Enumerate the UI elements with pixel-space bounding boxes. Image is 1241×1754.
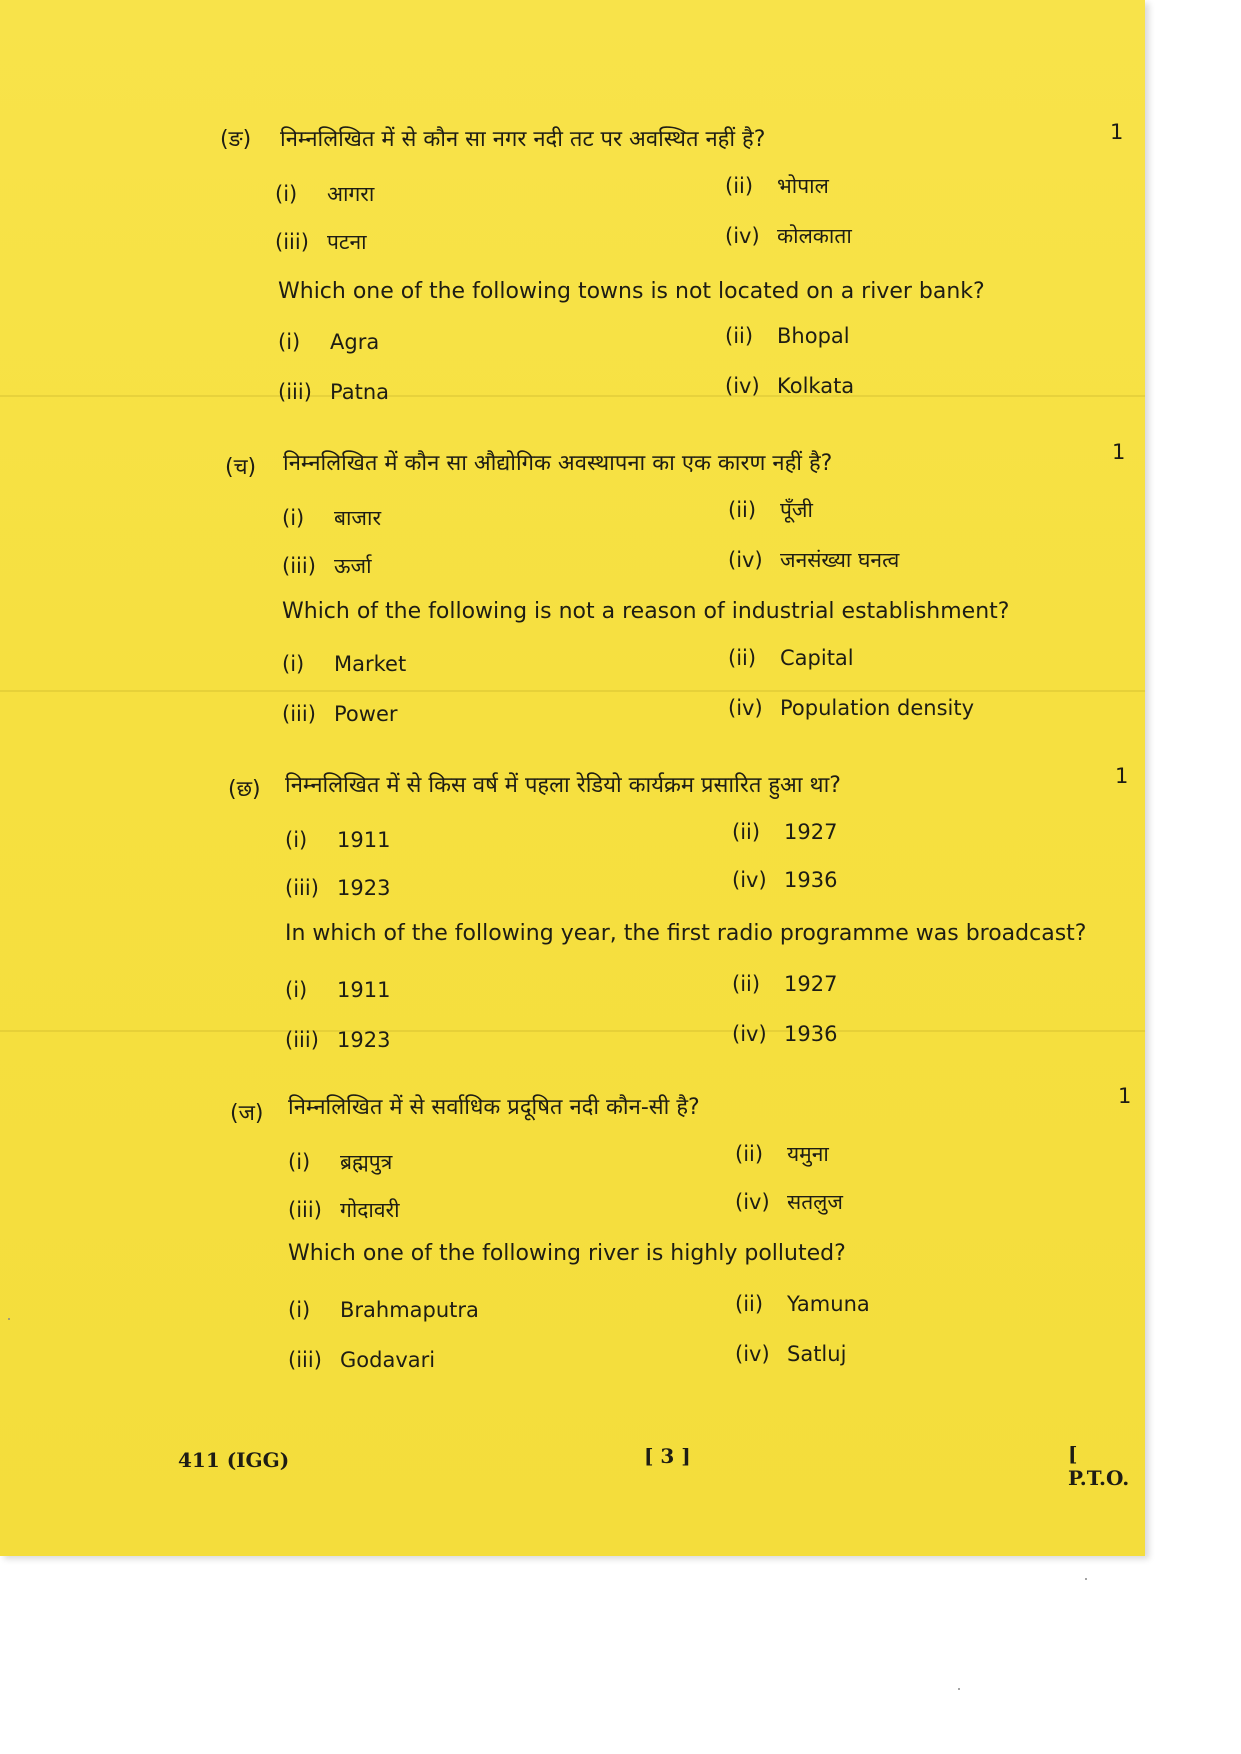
option-iii: (iii) 1923 — [285, 876, 391, 900]
scan-speck — [1085, 1578, 1087, 1580]
english-question-text: Which one of the following towns is not located on a river bank? — [278, 279, 985, 304]
option-iii-en: (iii) Godavari — [288, 1348, 436, 1372]
option-i: (i) आगरा — [275, 182, 375, 206]
option-i-en: (i) Market — [282, 652, 407, 676]
option-iii: (iii) ऊर्जा — [282, 554, 372, 578]
marks: 1 — [1118, 1084, 1132, 1108]
marks: 1 — [1112, 440, 1126, 464]
page-number: [ 3 ] — [644, 1444, 691, 1468]
question-label: (च) — [225, 455, 257, 480]
english-question-text: In which of the following year, the first radio programme was broadcast? — [285, 921, 1087, 946]
option-iv-en: (iv) Kolkata — [725, 374, 855, 398]
english-question-text: Which one of the following river is highly polluted? — [288, 1241, 846, 1266]
option-iv-en: (iv) Population density — [728, 696, 975, 720]
option-ii-en: (ii) 1927 — [732, 972, 838, 996]
option-iii-en: (iii) Patna — [278, 380, 390, 404]
option-ii-en: (ii) Yamuna — [735, 1292, 870, 1316]
option-iii: (iii) गोदावरी — [288, 1198, 400, 1222]
option-iv: (iv) सतलुज — [735, 1190, 843, 1214]
marks: 1 — [1115, 764, 1129, 788]
question-label: (ङ) — [220, 127, 252, 152]
hindi-question-text: निम्नलिखित में से किस वर्ष में पहला रेडियो कार्यक्रम प्रसारित हुआ था? — [285, 773, 841, 798]
option-i-en: (i) Brahmaputra — [288, 1298, 479, 1322]
option-i: (i) 1911 — [285, 828, 391, 852]
paper-code: 411 (IGG) — [178, 1448, 290, 1472]
option-iv: (iv) 1936 — [732, 868, 838, 892]
marks: 1 — [1110, 120, 1124, 144]
hindi-question-text: निम्नलिखित में से कौन सा नगर नदी तट पर अवस्थित नहीं है? — [280, 127, 766, 152]
english-question-text: Which of the following is not a reason of industrial establishment? — [282, 599, 1010, 624]
option-iv: (iv) कोलकाता — [725, 224, 852, 248]
please-turn-over: [ P.T.O. — [1068, 1442, 1130, 1490]
option-i-en: (i) 1911 — [285, 978, 391, 1002]
option-ii: (ii) पूँजी — [728, 498, 813, 522]
scan-speck — [958, 1688, 960, 1690]
question-label: (छ) — [228, 777, 261, 802]
option-i: (i) ब्रह्मपुत्र — [288, 1150, 393, 1174]
question-label: (ज) — [230, 1101, 264, 1126]
option-iv-en: (iv) Satluj — [735, 1342, 847, 1366]
option-ii-en: (ii) Bhopal — [725, 324, 850, 348]
option-iv-en: (iv) 1936 — [732, 1022, 838, 1046]
option-iii-en: (iii) 1923 — [285, 1028, 391, 1052]
option-iii-en: (iii) Power — [282, 702, 398, 726]
option-i: (i) बाजार — [282, 506, 382, 530]
scan-speck — [8, 1318, 10, 1320]
option-iv: (iv) जनसंख्या घनत्व — [728, 548, 900, 572]
hindi-question-text: निम्नलिखित में से सर्वाधिक प्रदूषित नदी कौन-सी है? — [288, 1095, 700, 1120]
option-iii: (iii) पटना — [275, 230, 367, 254]
hindi-question-text: निम्नलिखित में कौन सा औद्योगिक अवस्थापना का एक कारण नहीं है? — [283, 451, 833, 476]
option-ii: (ii) 1927 — [732, 820, 838, 844]
option-ii: (ii) भोपाल — [725, 174, 829, 198]
option-ii: (ii) यमुना — [735, 1142, 829, 1166]
option-ii-en: (ii) Capital — [728, 646, 854, 670]
option-i-en: (i) Agra — [278, 330, 380, 354]
